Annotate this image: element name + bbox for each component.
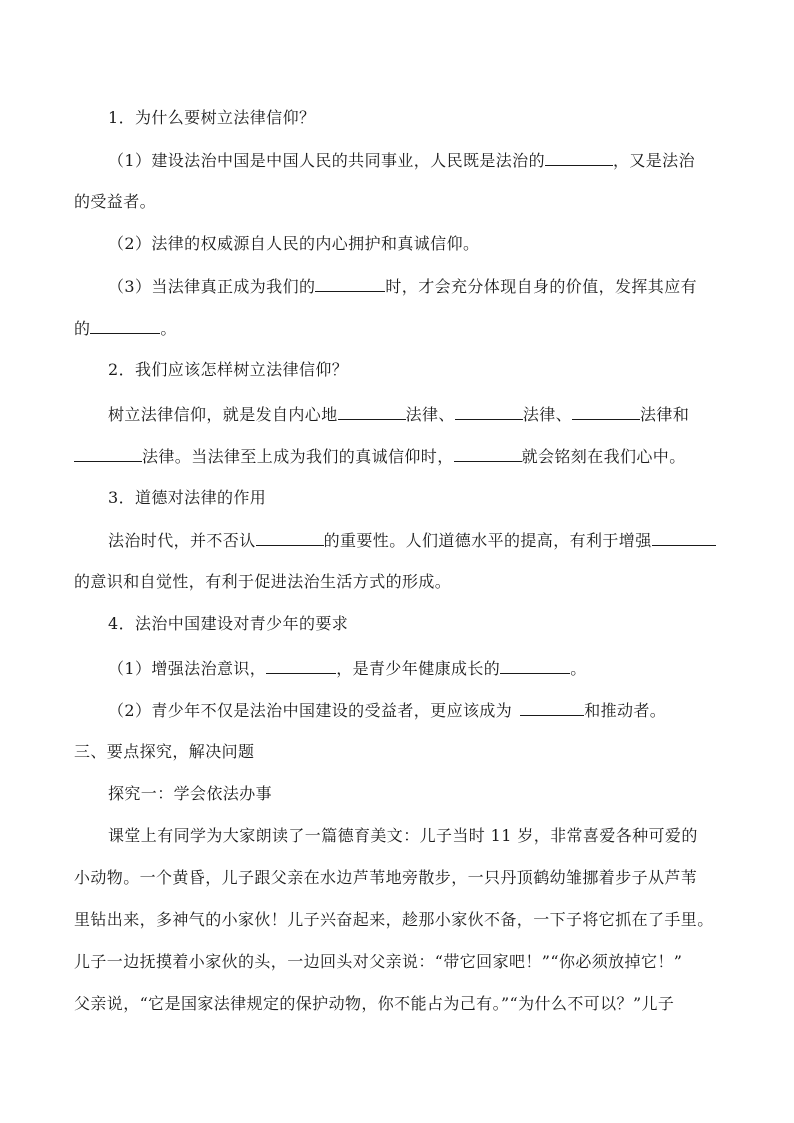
fill-blank — [256, 530, 324, 546]
q1-paragraph-1: （1）建设法治中国是中国人民的共同事业，人民既是法治的 ，又是法治 — [108, 151, 695, 170]
story-line-4: 儿子一边抚摸着小家伙的头，一边回头对父亲说：“带它回家吧！”“你必须放掉它！” — [74, 952, 683, 971]
fill-blank — [315, 276, 385, 292]
q3-paragraph-1-cont: 的意识和自觉性，有利于促进法治生活方式的形成。 — [74, 572, 452, 591]
q1-paragraph-2: （2）法律的权威源自人民的内心拥护和真诚信仰。 — [108, 234, 480, 253]
q4-heading: 4．法治中国建设对青少年的要求 — [108, 614, 349, 633]
fill-blank — [572, 404, 640, 420]
q4-paragraph-2: （2）青少年不仅是法治中国建设的受益者，更应该成为 和推动者。 — [108, 701, 667, 720]
section-heading: 三、要点探究，解决问题 — [74, 742, 255, 761]
q1-heading: 1．为什么要树立法律信仰？ — [108, 108, 316, 127]
fill-blank — [90, 318, 160, 334]
fill-blank — [545, 150, 613, 166]
fill-blank — [500, 658, 570, 674]
q3-heading: 3．道德对法律的作用 — [108, 488, 267, 507]
q2-paragraph-1: 树立法律信仰，就是发自内心地 法律、 法律、 法律和 — [108, 405, 690, 424]
fill-blank — [266, 658, 336, 674]
fill-blank — [338, 404, 406, 420]
fill-blank — [520, 700, 584, 716]
story-line-5: 父亲说，“它是国家法律规定的保护动物，你不能占为己有。”“为什么不可以？”儿子 — [74, 994, 675, 1013]
q2-paragraph-2: 法律。当法律至上成为我们的真诚信仰时， 就会铭刻在我们心中。 — [74, 446, 794, 467]
story-line-2: 小动物。一个黄昏，儿子跟父亲在水边芦苇地旁散步，一只丹顶鹤幼雏挪着步子从芦苇 — [74, 868, 698, 887]
q4-paragraph-1: （1）增强法治意识， ，是青少年健康成长的 。 — [108, 659, 587, 678]
q2-heading: 2．我们应该怎样树立法律信仰？ — [108, 360, 349, 379]
fill-blank — [74, 446, 142, 462]
fill-blank — [652, 530, 716, 546]
q1-paragraph-3: （3）当法律真正成为我们的 时，才会充分体现自身的价值，发挥其应有 — [108, 277, 697, 296]
q3-paragraph-1: 法治时代，并不否认 的重要性。人们道德水平的提高，有利于增强 — [108, 530, 794, 551]
fill-blank — [454, 446, 522, 462]
q1-paragraph-3-cont: 的 。 — [74, 319, 177, 338]
fill-blank — [455, 404, 523, 420]
story-line-1: 课堂上有同学为大家朗读了一篇德育美文：儿子当时 11 岁，非常喜爱各种可爱的 — [108, 826, 698, 845]
q1-paragraph-1-cont: 的受益者。 — [74, 192, 157, 211]
story-line-3: 里钻出来，多神气的小家伙！儿子兴奋起来，趁那小家伙不备，一下子将它抓在了手里。 — [74, 910, 714, 929]
explore-heading: 探究一：学会依法办事 — [108, 784, 273, 803]
